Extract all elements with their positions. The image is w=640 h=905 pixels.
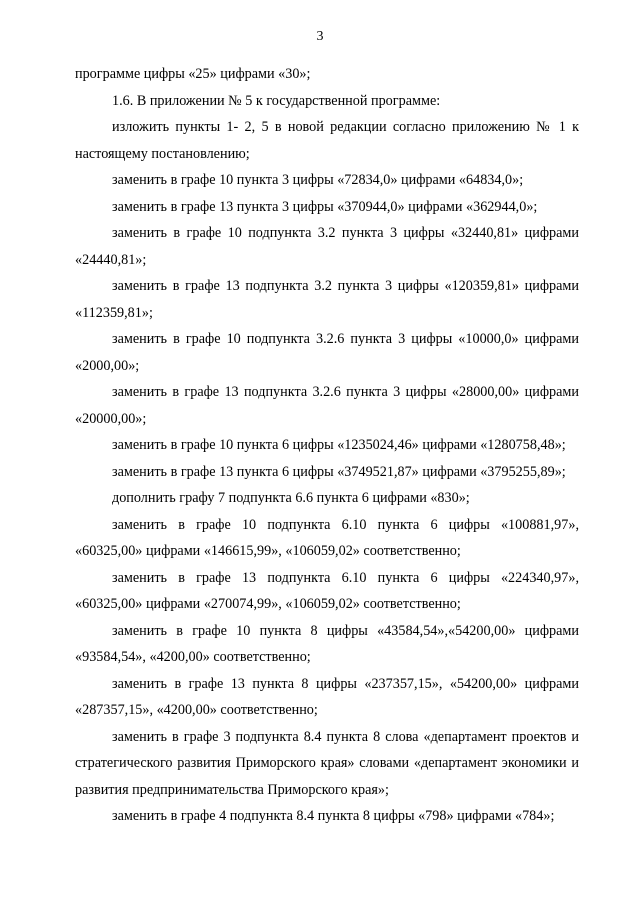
paragraph: заменить в графе 10 подпункта 3.2 пункта 3 цифры «32440,81» цифрами «24440,81»; <box>75 225 579 268</box>
paragraph: заменить в графе 13 подпункта 6.10 пункта 6 цифры «224340,97», «60325,00» цифрами «270074,99», «106059,02» соответственно; <box>75 569 579 612</box>
paragraph: заменить в графе 10 подпункта 3.2.6 пункта 3 цифры «10000,0» цифрами «2000,00»; <box>75 331 579 374</box>
document-body <box>75 61 579 830</box>
paragraph: программе цифры «25» цифрами «30»; <box>75 66 311 82</box>
page-number: 3 <box>316 29 324 44</box>
paragraph: заменить в графе 13 пункта 8 цифры «237357,15», «54200,00» цифрами «287357,15», «4200,00» соответственно; <box>75 675 579 718</box>
paragraph: заменить в графе 10 пункта 3 цифры «72834,0» цифрами «64834,0»; <box>112 172 524 188</box>
paragraph: дополнить графу 7 подпункта 6.6 пункта 6 цифрами «830»; <box>112 490 470 506</box>
paragraph: заменить в графе 3 подпункта 8.4 пункта 8 слова «департамент проектов и стратегического развития Приморского края» словами «департамент экономики и развития предпринимательства Приморского края»; <box>75 728 579 798</box>
paragraph: заменить в графе 13 пункта 6 цифры «3749521,87» цифрами «3795255,89»; <box>112 463 566 480</box>
paragraph: изложить пункты 1- 2, 5 в новой редакции согласно приложению № 1 к настоящему постановлению; <box>75 119 579 162</box>
paragraph: заменить в графе 10 подпункта 6.10 пункта 6 цифры «100881,97», «60325,00» цифрами «146615,99», «106059,02» соответственно; <box>75 516 579 559</box>
paragraph: заменить в графе 4 подпункта 8.4 пункта 8 цифры «798» цифрами «784»; <box>112 808 555 824</box>
paragraph: заменить в графе 10 пункта 8 цифры «43584,54»,«54200,00» цифрами «93584,54», «4200,00» соответственно; <box>75 622 579 665</box>
paragraph: заменить в графе 13 пункта 3 цифры «370944,0» цифрами «362944,0»; <box>112 198 538 215</box>
paragraph: заменить в графе 13 подпункта 3.2 пункта 3 цифры «120359,81» цифрами «112359,81»; <box>75 278 579 321</box>
paragraph: заменить в графе 10 пункта 6 цифры «1235024,46» цифрами «1280758,48»; <box>112 437 566 453</box>
paragraph: заменить в графе 13 подпункта 3.2.6 пункта 3 цифры «28000,00» цифрами «20000,00»; <box>75 384 579 427</box>
paragraph: 1.6. В приложении № 5 к государственной программе: <box>112 92 441 109</box>
